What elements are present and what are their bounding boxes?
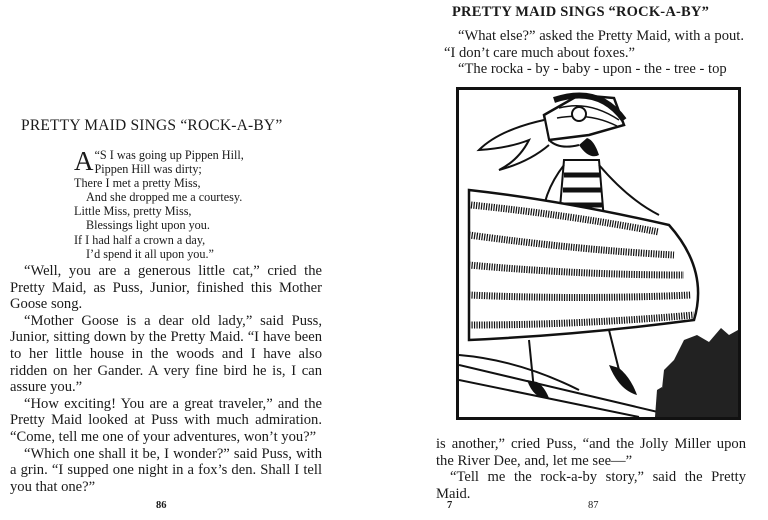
poem-line: Little Miss, pretty Miss, [74,204,192,219]
paragraph: “What else?” asked the Pretty Maid, with a pout. “I don’t care much about foxes.” [444,28,744,61]
poem-line: If I had half a crown a day, [74,232,206,247]
poem-line-text: S I was going up Pippen Hill, [99,148,244,162]
signature-mark: 7 [447,500,453,511]
paragraph: “How exciting! You are a great traveler,” and the Pretty Maid looked at Puss with much admiration. “Come, tell me one of your adventures, won’t you?” [10,395,322,445]
paragraph: “The rocka - by - baby - upon - the - tree - top [458,61,727,78]
page-number: 87 [588,500,599,511]
poem-line: I’d spend it all upon you.” [86,246,214,261]
poem-line: Blessings light upon you. [86,218,210,233]
right-page [420,0,768,520]
paragraph: is another,” cried Puss, “and the Jolly Miller upon the River Dee, and, let me see—” [436,436,746,469]
paragraph: “Tell me the rock-a-by story,” said the Pretty Maid. [436,469,746,502]
page-title: PRETTY MAID SINGS “ROCK-A-BY” [21,117,283,134]
open-quote: “ [94,148,100,162]
drop-cap: A [74,146,94,176]
poem-line: There I met a pretty Miss, [74,176,201,191]
page-number: 86 [156,500,167,511]
poem [74,148,244,261]
paragraph: “Which one shall it be, I wonder?” said Puss, with a grin. “I supped one night in a fox’s den. Shall I tell you that one?” [10,445,322,495]
paragraph: “Well, you are a generous little cat,” cried the Pretty Maid, as Puss, Junior, finished this Mother Goose song. [10,263,322,313]
poem-line: And she dropped me a courtesy. [86,190,243,205]
poem-line: Pippen Hill was dirty; [94,162,202,177]
girl-in-striped-dress-illustration [459,90,738,417]
illustration-frame [456,87,741,420]
body-text-bottom [436,436,746,502]
body-text-top [444,28,744,78]
page-title: PRETTY MAID SINGS “ROCK-A-BY” [452,4,710,20]
paragraph: “Mother Goose is a dear old lady,” said Puss, Junior, sitting down by the Pretty Maid. “I have been to her little house in the woods and I have also ridden on her Gander. A very fine bird he is, I can assure you.” [10,312,322,396]
body-text [10,263,322,495]
